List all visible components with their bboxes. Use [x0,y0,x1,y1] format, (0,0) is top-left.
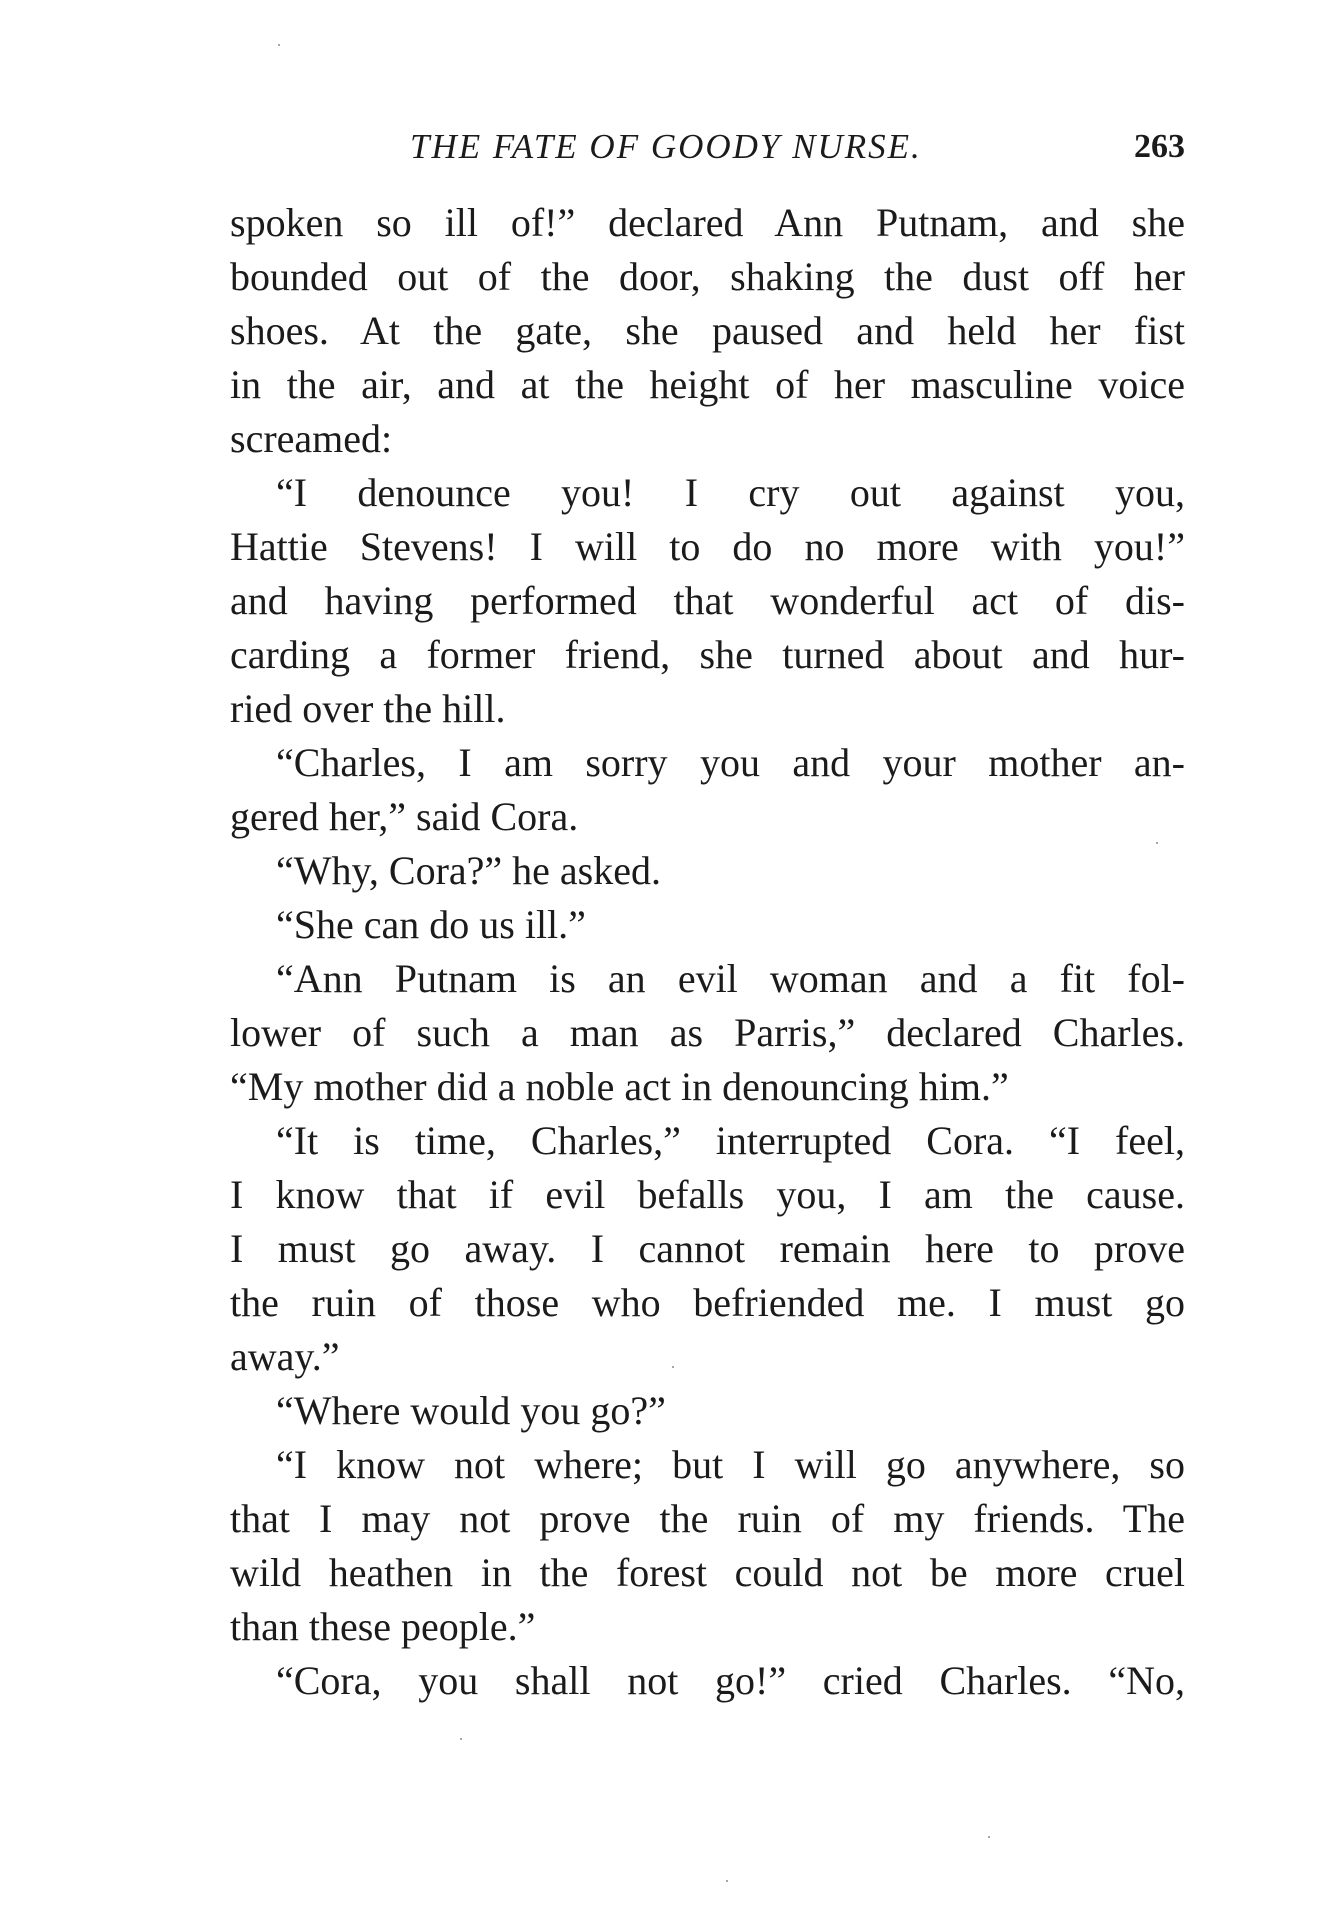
text-line: than these people.” [230,1604,536,1649]
text-line: I must go away. I cannot remain here to prove [230,1226,1185,1271]
paper-speck [1156,842,1158,844]
text-line: “Where would you go?” [276,1388,666,1433]
text-line: bounded out of the door, shaking the dust off her [230,254,1185,299]
running-title: THE FATE OF GOODY NURSE. [410,127,922,166]
page-number: 263 [1134,128,1185,165]
text-line: I know that if evil befalls you, I am the cause. [230,1172,1185,1217]
paper-speck [278,44,280,46]
text-line: in the air, and at the height of her masculine voice [230,362,1185,407]
text-line: ried over the hill. [230,686,506,731]
text-line: “My mother did a noble act in denouncing him.” [230,1064,1009,1109]
text-line: “Cora, you shall not go!” cried Charles. “No, [276,1658,1185,1703]
text-line: “Why, Cora?” he asked. [276,848,661,893]
paper-speck [726,1880,728,1882]
text-line: “Charles, I am sorry you and your mother an- [276,740,1185,785]
text-line: lower of such a man as Parris,” declared Charles. [230,1010,1185,1055]
text-line: “Ann Putnam is an evil woman and a fit fol- [276,956,1185,1001]
text-line: away.” [230,1334,340,1379]
text-line: screamed: [230,416,393,461]
text-line: and having performed that wonderful act of dis- [230,578,1185,623]
text-line: carding a former friend, she turned about and hur- [230,632,1185,677]
text-line: “I know not where; but I will go anywhere, so [276,1442,1185,1487]
text-line: Hattie Stevens! I will to do no more with you!” [230,524,1185,569]
running-head [230,122,1185,172]
text-line: “It is time, Charles,” interrupted Cora. “I feel, [276,1118,1185,1163]
body-text [230,196,1185,1756]
text-line: shoes. At the gate, she paused and held her fist [230,308,1185,353]
text-line: “I denounce you! I cry out against you, [276,470,1185,515]
text-line: wild heathen in the forest could not be more cruel [230,1550,1185,1595]
text-line: “She can do us ill.” [276,902,586,947]
text-line: gered her,” said Cora. [230,794,579,839]
paper-speck [988,1836,990,1838]
text-line: the ruin of those who befriended me. I must go [230,1280,1185,1325]
text-line: spoken so ill of!” declared Ann Putnam, and she [230,200,1185,245]
text-line: that I may not prove the ruin of my friends. The [230,1496,1185,1541]
paper-speck [460,1738,462,1740]
paper-speck [672,1366,674,1368]
